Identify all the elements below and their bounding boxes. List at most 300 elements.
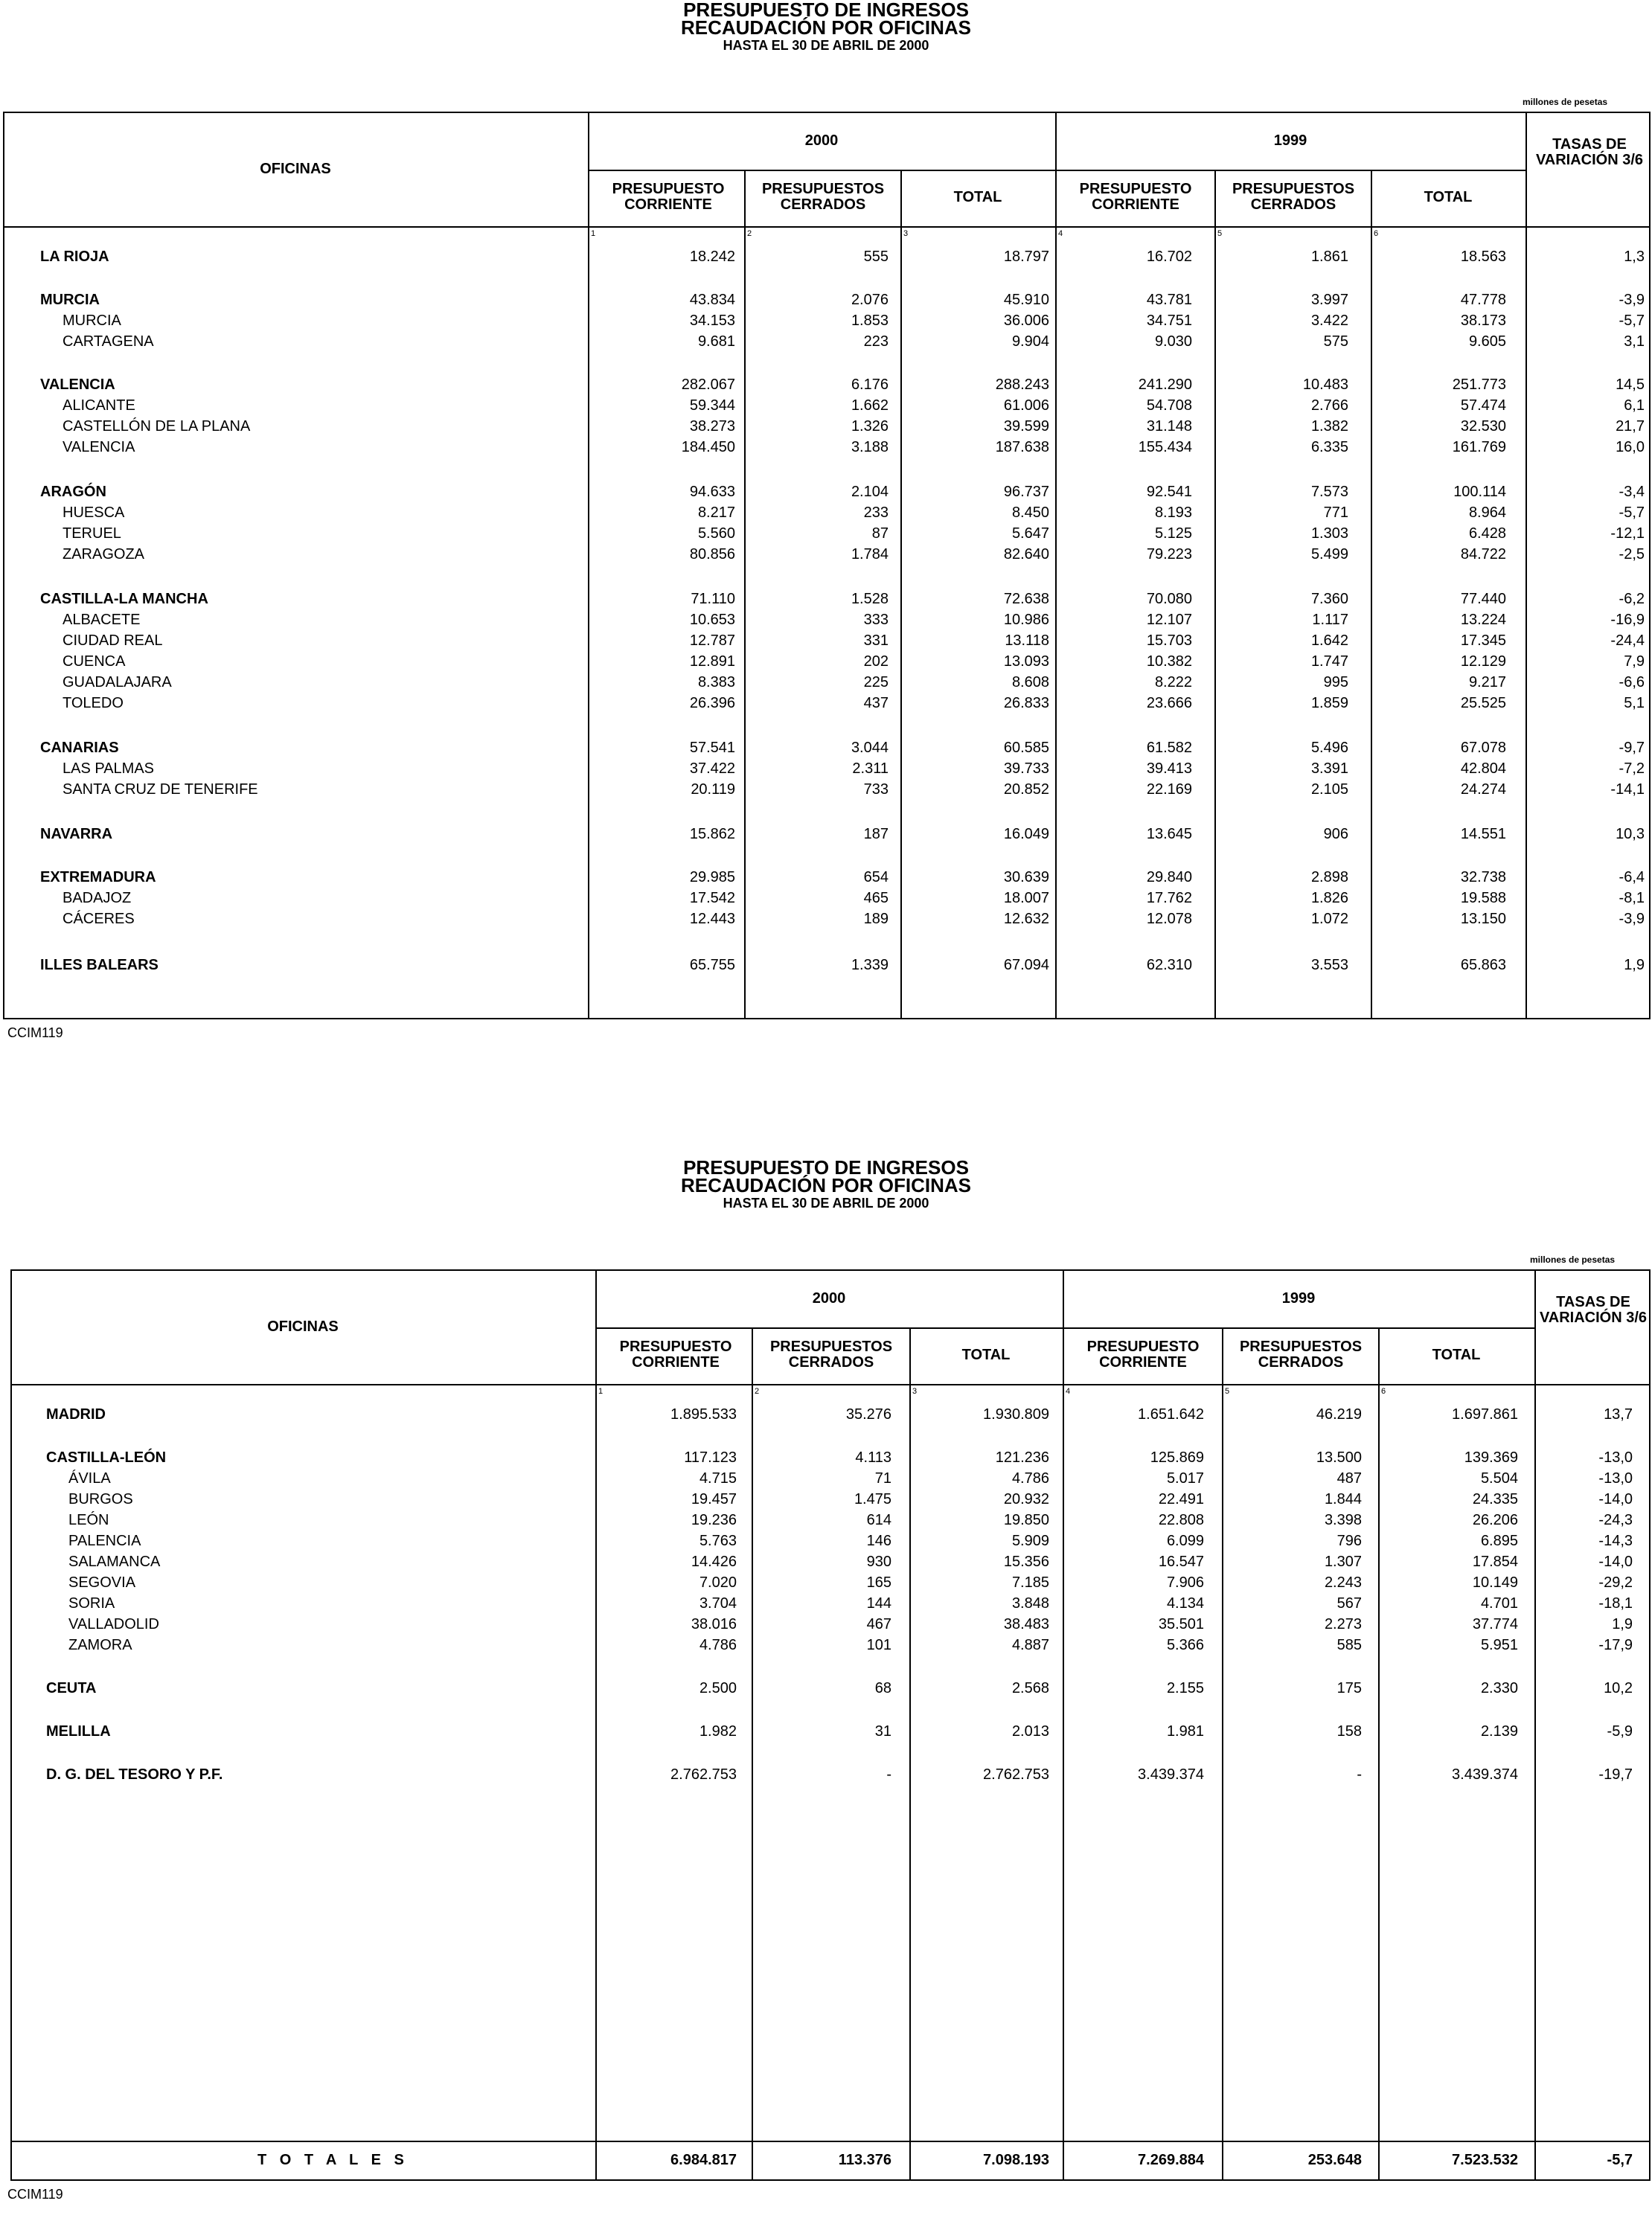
cell-value: 7,9	[1624, 653, 1645, 670]
column-number: 2	[747, 229, 752, 238]
row-label: BADAJOZ	[63, 890, 132, 906]
total-value: 6.984.817	[670, 2152, 737, 2168]
cell-value: 20.932	[1003, 1491, 1049, 1507]
cell-value: 202	[863, 653, 889, 670]
cell-value: 1.895.533	[670, 1406, 737, 1423]
cell-value: 13,7	[1604, 1406, 1633, 1423]
cell-value: 15.703	[1146, 632, 1192, 649]
cell-value: 29.985	[689, 869, 735, 885]
cell-value: 94.633	[689, 484, 735, 500]
cell-value: 125.869	[1150, 1449, 1204, 1466]
cell-value: 1.982	[699, 1723, 737, 1740]
row-label: HUESCA	[63, 504, 125, 521]
cell-value: 57.474	[1460, 397, 1506, 414]
table-row	[0, 1722, 1652, 1741]
cell-value: 223	[863, 333, 889, 350]
cell-value: 82.640	[1003, 546, 1049, 563]
cell-value: 1.662	[851, 397, 889, 414]
cell-value: 2.243	[1324, 1574, 1362, 1591]
cell-value: 39.733	[1003, 760, 1049, 777]
cell-value: -19,7	[1598, 1766, 1633, 1783]
cell-value: 15.356	[1003, 1554, 1049, 1570]
cell-value: 80.856	[689, 546, 735, 563]
table-row	[0, 780, 1652, 799]
cell-value: 2.139	[1480, 1723, 1518, 1740]
table-row	[0, 1594, 1652, 1613]
table-row	[0, 1490, 1652, 1509]
cell-value: 2.076	[851, 292, 889, 308]
cell-value: 70.080	[1146, 591, 1192, 607]
cell-value: 1.981	[1166, 1723, 1204, 1740]
cell-value: 7.360	[1310, 591, 1348, 607]
cell-value: 13.500	[1316, 1449, 1362, 1466]
cell-value: 487	[1336, 1470, 1362, 1487]
cell-value: 1.651.642	[1138, 1406, 1204, 1423]
table-row	[0, 1552, 1652, 1571]
cell-value: 333	[863, 612, 889, 628]
cell-value: 8.217	[697, 504, 735, 521]
table-row	[0, 311, 1652, 330]
cell-value: 16.702	[1146, 249, 1192, 265]
cell-value: 77.440	[1460, 591, 1506, 607]
cell-value: 5.366	[1166, 1637, 1204, 1653]
cell-value: -6,6	[1619, 674, 1645, 690]
cell-value: 585	[1336, 1637, 1362, 1653]
table-row	[0, 417, 1652, 436]
cell-value: 2.568	[1011, 1680, 1049, 1696]
cell-value: 9.030	[1154, 333, 1192, 350]
cell-value: -13,0	[1598, 1449, 1633, 1466]
cell-value: -7,2	[1619, 760, 1645, 777]
cell-value: 8.193	[1154, 504, 1192, 521]
cell-value: 12.891	[689, 653, 735, 670]
units-label: millones de pesetas	[1530, 1254, 1616, 1265]
header-pce-1999: PRESUPUESTOS CERRADOS	[1239, 1339, 1363, 1371]
cell-value: 654	[863, 869, 889, 885]
cell-value: 4.113	[855, 1449, 891, 1466]
table-row	[0, 247, 1652, 266]
table-row	[0, 673, 1652, 692]
column-number: 6	[1374, 229, 1379, 238]
cell-value: 3.439.374	[1138, 1766, 1204, 1783]
total-value: 7.269.884	[1138, 2152, 1204, 2168]
cell-value: 5.909	[1011, 1533, 1049, 1549]
cell-value: 37.774	[1472, 1616, 1518, 1632]
cell-value: -3,9	[1619, 911, 1645, 927]
table-row	[0, 693, 1652, 713]
row-label: GUADALAJARA	[63, 674, 172, 690]
row-label: SEGOVIA	[68, 1574, 136, 1591]
cell-value: 8.964	[1468, 504, 1506, 521]
column-number: 4	[1066, 1387, 1071, 1396]
cell-value: -9,7	[1619, 740, 1645, 756]
table-row	[0, 1635, 1652, 1655]
cell-value: 19.457	[691, 1491, 737, 1507]
cell-value: 1,3	[1624, 249, 1645, 265]
cell-value: 22.491	[1158, 1491, 1204, 1507]
cell-value: 6.335	[1310, 439, 1348, 455]
cell-value: 12.107	[1146, 612, 1192, 628]
cell-value: 187	[863, 826, 889, 842]
cell-value: 12.078	[1146, 911, 1192, 927]
cell-value: 1.853	[851, 313, 889, 329]
table-row	[0, 738, 1652, 757]
cell-value: 67.094	[1003, 957, 1049, 973]
table-row	[0, 375, 1652, 394]
cell-value: 65.863	[1460, 957, 1506, 973]
cell-value: 3.704	[699, 1595, 737, 1612]
cell-value: 24.274	[1460, 781, 1506, 798]
cell-value: -17,9	[1598, 1637, 1633, 1653]
cell-value: 187.638	[995, 439, 1049, 455]
cell-value: 3.391	[1310, 760, 1348, 777]
page-date: HASTA EL 30 DE ABRIL DE 2000	[723, 1196, 929, 1211]
cell-value: 18.242	[689, 249, 735, 265]
cell-value: 9.904	[1011, 333, 1049, 350]
cell-value: 71	[874, 1470, 891, 1487]
cell-value: 5.560	[697, 525, 735, 542]
cell-value: -8,1	[1619, 890, 1645, 906]
header-total-1999: TOTAL	[1432, 1346, 1481, 1363]
row-label: MURCIA	[40, 292, 100, 308]
header-pc-2000: PRESUPUESTO CORRIENTE	[612, 181, 725, 213]
cell-value: 117.123	[684, 1449, 737, 1466]
cell-value: 42.804	[1460, 760, 1506, 777]
total-value: 253.648	[1307, 2152, 1362, 2168]
cell-value: 995	[1323, 674, 1348, 690]
cell-value: 3.188	[851, 439, 889, 455]
table-row	[0, 888, 1652, 908]
row-label: D. G. DEL TESORO Y P.F.	[46, 1766, 223, 1783]
table-row	[0, 1615, 1652, 1634]
table-row	[0, 396, 1652, 415]
cell-value: 18.563	[1460, 249, 1506, 265]
page-title: PRESUPUESTO DE INGRESOS	[683, 1156, 969, 1179]
row-label: ILLES BALEARS	[40, 957, 159, 973]
cell-value: 60.585	[1003, 740, 1049, 756]
cell-value: 1.930.809	[983, 1406, 1049, 1423]
cell-value: 7.906	[1166, 1574, 1204, 1591]
cell-value: 17.762	[1146, 890, 1192, 906]
cell-value: -	[886, 1766, 891, 1783]
cell-value: 24.335	[1472, 1491, 1518, 1507]
row-label: SALAMANCA	[68, 1554, 161, 1570]
cell-value: 29.840	[1146, 869, 1192, 885]
table-row	[0, 759, 1652, 778]
cell-value: 465	[863, 890, 889, 906]
cell-value: 17.345	[1460, 632, 1506, 649]
cell-value: 8.608	[1011, 674, 1049, 690]
cell-value: 6.099	[1166, 1533, 1204, 1549]
cell-value: -18,1	[1598, 1595, 1633, 1612]
cell-value: 12.443	[689, 911, 735, 927]
cell-value: 3.439.374	[1452, 1766, 1518, 1783]
cell-value: 1.826	[1310, 890, 1348, 906]
table-row	[0, 1531, 1652, 1551]
cell-value: 2.105	[1310, 781, 1348, 798]
cell-value: 19.588	[1460, 890, 1506, 906]
cell-value: 100.114	[1453, 484, 1506, 500]
page-date: HASTA EL 30 DE ABRIL DE 2000	[723, 38, 929, 53]
column-number: 1	[591, 229, 596, 238]
column-number: 1	[598, 1387, 604, 1396]
cell-value: 5.017	[1166, 1470, 1204, 1487]
cell-value: 2.013	[1011, 1723, 1049, 1740]
cell-value: 38.483	[1003, 1616, 1049, 1632]
cell-value: 1.339	[851, 957, 889, 973]
row-label: BURGOS	[68, 1491, 133, 1507]
cell-value: 2.273	[1324, 1616, 1362, 1632]
row-label: CIUDAD REAL	[63, 632, 163, 649]
cell-value: 10.149	[1472, 1574, 1518, 1591]
cell-value: 2.898	[1310, 869, 1348, 885]
table-row	[0, 1469, 1652, 1488]
table-row	[0, 909, 1652, 929]
cell-value: 282.067	[681, 376, 735, 393]
cell-value: 31.148	[1146, 418, 1192, 435]
cell-value: 45.910	[1003, 292, 1049, 308]
cell-value: 1,9	[1612, 1616, 1633, 1632]
row-label: CEUTA	[46, 1680, 97, 1696]
cell-value: 6.895	[1480, 1533, 1518, 1549]
cell-value: 72.638	[1003, 591, 1049, 607]
cell-value: 3.398	[1324, 1512, 1362, 1528]
cell-value: 2.311	[852, 760, 889, 777]
table-row	[0, 631, 1652, 650]
cell-value: 6,1	[1624, 397, 1645, 414]
cell-value: 4.715	[699, 1470, 737, 1487]
header-total-1999: TOTAL	[1424, 188, 1473, 205]
cell-value: 4.786	[699, 1637, 737, 1653]
cell-value: 10,2	[1604, 1680, 1633, 1696]
table-row	[0, 438, 1652, 457]
row-label: TERUEL	[63, 525, 121, 542]
cell-value: 38.173	[1460, 313, 1506, 329]
total-value: -5,7	[1607, 2152, 1633, 2168]
cell-value: 4.786	[1011, 1470, 1049, 1487]
cell-value: 5,1	[1624, 695, 1645, 711]
column-number: 5	[1225, 1387, 1230, 1396]
row-label: LEÓN	[68, 1512, 109, 1528]
cell-value: 13.118	[1005, 632, 1049, 649]
cell-value: 25.525	[1460, 695, 1506, 711]
page-1	[0, 0, 1652, 1057]
cell-value: 10,3	[1616, 826, 1645, 842]
cell-value: -6,2	[1619, 591, 1645, 607]
cell-value: 4.701	[1480, 1595, 1518, 1612]
cell-value: -6,4	[1619, 869, 1645, 885]
cell-value: 14.551	[1460, 826, 1506, 842]
cell-value: 175	[1336, 1680, 1362, 1696]
row-label: MELILLA	[46, 1723, 111, 1740]
cell-value: 18.007	[1003, 890, 1049, 906]
row-label: ARAGÓN	[40, 484, 106, 500]
page-subtitle: RECAUDACIÓN POR OFICINAS	[680, 16, 971, 39]
cell-value: 61.582	[1146, 740, 1192, 756]
cell-value: 101	[866, 1637, 891, 1653]
cell-value: 5.647	[1011, 525, 1049, 542]
table-row	[0, 1448, 1652, 1467]
cell-value: 26.206	[1472, 1512, 1518, 1528]
row-label: VALENCIA	[40, 376, 115, 393]
cell-value: 16,0	[1616, 439, 1645, 455]
cell-value: 92.541	[1146, 484, 1192, 500]
row-label: LAS PALMAS	[63, 760, 155, 777]
header-pc-1999: PRESUPUESTO CORRIENTE	[1079, 181, 1192, 213]
table-row	[0, 1573, 1652, 1592]
cell-value: 59.344	[689, 397, 735, 414]
document-code: CCIM119	[7, 1025, 63, 1040]
row-label: PALENCIA	[68, 1533, 141, 1549]
cell-value: 16.547	[1158, 1554, 1204, 1570]
cell-value: 1.072	[1310, 911, 1348, 927]
cell-value: 1.642	[1310, 632, 1348, 649]
cell-value: -14,0	[1598, 1491, 1633, 1507]
column-number: 3	[903, 229, 909, 238]
cell-value: 567	[1336, 1595, 1362, 1612]
cell-value: 16.049	[1003, 826, 1049, 842]
cell-value: 1.117	[1312, 612, 1348, 628]
cell-value: 10.653	[689, 612, 735, 628]
header-year-1999: 1999	[1281, 1289, 1316, 1307]
cell-value: 1.326	[851, 418, 889, 435]
row-label: CASTILLA-LEÓN	[46, 1449, 167, 1466]
column-number: 3	[912, 1387, 918, 1396]
cell-value: 1.307	[1324, 1554, 1362, 1570]
cell-value: 467	[866, 1616, 891, 1632]
cell-value: 57.541	[689, 740, 735, 756]
cell-value: 1.528	[851, 591, 889, 607]
header-tasas: TASAS DE VARIACIÓN 3/6	[1539, 1294, 1648, 1326]
cell-value: 7.573	[1310, 484, 1348, 500]
cell-value: 10.483	[1302, 376, 1348, 393]
row-label: ALICANTE	[63, 397, 135, 414]
row-label: ÁVILA	[68, 1470, 111, 1487]
cell-value: 26.396	[689, 695, 735, 711]
cell-value: 47.778	[1460, 292, 1506, 308]
cell-value: 8.383	[697, 674, 735, 690]
cell-value: 930	[866, 1554, 891, 1570]
cell-value: 1.844	[1324, 1491, 1362, 1507]
header-pce-1999: PRESUPUESTOS CERRADOS	[1232, 181, 1355, 213]
row-label: CASTELLÓN DE LA PLANA	[63, 418, 251, 435]
cell-value: -13,0	[1598, 1470, 1633, 1487]
cell-value: 2.762.753	[670, 1766, 737, 1783]
cell-value: 4.887	[1011, 1637, 1049, 1653]
cell-value: 1.382	[1310, 418, 1348, 435]
cell-value: 233	[863, 504, 889, 521]
cell-value: -3,4	[1619, 484, 1645, 500]
table-row	[0, 652, 1652, 671]
header-pc-2000: PRESUPUESTO CORRIENTE	[619, 1339, 732, 1371]
row-label: CÁCERES	[63, 911, 135, 927]
cell-value: 39.599	[1003, 418, 1049, 435]
cell-value: 13.645	[1146, 826, 1192, 842]
cell-value: 575	[1323, 333, 1348, 350]
cell-value: 15.862	[689, 826, 735, 842]
cell-value: 34.751	[1146, 313, 1192, 329]
page-2	[0, 1158, 1652, 2224]
cell-value: 37.422	[689, 760, 735, 777]
cell-value: 2.762.753	[983, 1766, 1049, 1783]
cell-value: 68	[874, 1680, 891, 1696]
row-label: LA RIOJA	[40, 249, 109, 265]
table-row	[0, 1765, 1652, 1784]
total-value: 7.098.193	[983, 2152, 1049, 2168]
cell-value: 96.737	[1003, 484, 1049, 500]
cell-value: -16,9	[1610, 612, 1645, 628]
cell-value: 771	[1323, 504, 1348, 521]
row-label: CASTILLA-LA MANCHA	[40, 591, 208, 607]
cell-value: -5,7	[1619, 504, 1645, 521]
cell-value: 43.834	[689, 292, 735, 308]
header-year-2000: 2000	[804, 132, 839, 149]
table-row	[0, 955, 1652, 975]
cell-value: 67.078	[1460, 740, 1506, 756]
cell-value: 34.153	[689, 313, 735, 329]
cell-value: 12.129	[1460, 653, 1506, 670]
cell-value: 3.553	[1310, 957, 1348, 973]
cell-value: 5.763	[699, 1533, 737, 1549]
cell-value: 7.185	[1011, 1574, 1049, 1591]
cell-value: 4.134	[1166, 1595, 1204, 1612]
table-row	[0, 290, 1652, 310]
cell-value: -3,9	[1619, 292, 1645, 308]
header-pce-2000: PRESUPUESTOS CERRADOS	[761, 181, 885, 213]
totals-label: T O T A L E S	[257, 2152, 409, 2168]
cell-value: 26.833	[1003, 695, 1049, 711]
cell-value: -12,1	[1610, 525, 1645, 542]
cell-value: 10.986	[1003, 612, 1049, 628]
cell-value: 10.382	[1146, 653, 1192, 670]
table-row	[0, 524, 1652, 543]
cell-value: 3.422	[1310, 313, 1348, 329]
cell-value: 18.797	[1003, 249, 1049, 265]
cell-value: -5,7	[1619, 313, 1645, 329]
cell-value: -14,0	[1598, 1554, 1633, 1570]
cell-value: 12.632	[1003, 911, 1049, 927]
page-title: PRESUPUESTO DE INGRESOS	[683, 0, 969, 21]
cell-value: 22.808	[1158, 1512, 1204, 1528]
cell-value: 139.369	[1464, 1449, 1518, 1466]
cell-value: 14.426	[691, 1554, 737, 1570]
total-value: 113.376	[838, 2152, 891, 2168]
column-number: 6	[1381, 1387, 1386, 1396]
cell-value: 8.450	[1011, 504, 1049, 521]
cell-value: 1.784	[851, 546, 889, 563]
header-total-2000: TOTAL	[953, 188, 1002, 205]
cell-value: 84.722	[1460, 546, 1506, 563]
cell-value: 331	[863, 632, 889, 649]
cell-value: -24,4	[1610, 632, 1645, 649]
row-label: CARTAGENA	[63, 333, 154, 350]
cell-value: 62.310	[1146, 957, 1192, 973]
cell-value: 155.434	[1138, 439, 1192, 455]
cell-value: 1.697.861	[1452, 1406, 1518, 1423]
cell-value: 161.769	[1452, 439, 1506, 455]
cell-value: 8.222	[1154, 674, 1192, 690]
cell-value: 241.290	[1138, 376, 1192, 393]
table-row	[0, 1510, 1652, 1530]
cell-value: 38.273	[689, 418, 735, 435]
cell-value: 5.125	[1154, 525, 1192, 542]
cell-value: 54.708	[1146, 397, 1192, 414]
header-oficinas: OFICINAS	[267, 1318, 339, 1335]
cell-value: -14,1	[1610, 781, 1645, 798]
cell-value: -5,9	[1607, 1723, 1633, 1740]
cell-value: 2.104	[851, 484, 889, 500]
cell-value: 14,5	[1616, 376, 1645, 393]
